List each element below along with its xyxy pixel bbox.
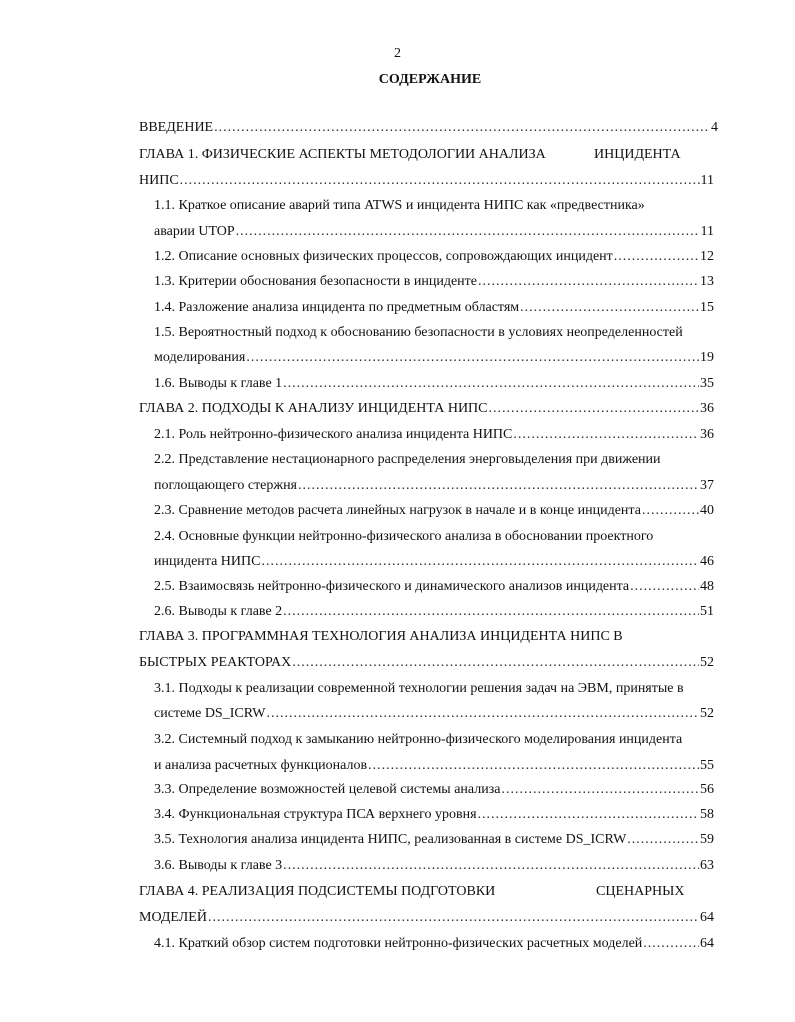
toc-entry-3-4[interactable] <box>154 805 714 825</box>
toc-entry-text: аварии UTOP <box>154 224 235 239</box>
toc-entry-2-4-line1[interactable]: 2.4. Основные функции нейтронно-физического анализа в обосновании проектного <box>154 529 654 544</box>
toc-entry-text: 1.2. Описание основных физических процессов, сопровождающих инцидент <box>154 249 613 264</box>
toc-entry-2-4[interactable] <box>154 552 714 572</box>
dot-leader <box>236 222 700 242</box>
toc-entry-page: 64 <box>700 936 714 951</box>
dot-leader <box>614 247 699 267</box>
dot-leader <box>520 298 699 318</box>
toc-entry-page: 12 <box>700 249 714 264</box>
toc-entry-page: 51 <box>700 604 714 619</box>
dot-leader <box>489 399 700 419</box>
toc-entry-page: 37 <box>700 478 714 493</box>
toc-entry-text: 3.5. Технология анализа инцидента НИПС, реализованная в системе DS_ICRW <box>154 832 627 847</box>
dot-leader <box>180 171 700 191</box>
toc-entry-page: 55 <box>700 758 714 773</box>
page-number: 2 <box>394 46 401 61</box>
toc-entry-3-2-line1[interactable]: 3.2. Системный подход к замыканию нейтронно-физического моделирования инцидента <box>154 732 683 747</box>
toc-entry-chapter3-line1[interactable]: ГЛАВА 3. ПРОГРАММНАЯ ТЕХНОЛОГИЯ АНАЛИЗА ИНЦИДЕНТА НИПС В <box>139 629 623 644</box>
toc-entry-page: 15 <box>700 300 714 315</box>
toc-entry-3-1[interactable] <box>154 704 714 724</box>
dot-leader <box>267 704 699 724</box>
dot-leader <box>283 856 699 876</box>
toc-entry-2-2[interactable] <box>154 476 714 496</box>
dot-leader <box>261 552 699 572</box>
dot-leader <box>246 348 699 368</box>
toc-entry-1-2[interactable] <box>154 247 714 267</box>
toc-entry-text: 4.1. Краткий обзор систем подготовки нейтронно-физических расчетных моделей <box>154 936 643 951</box>
toc-entry-text: ГЛАВА 2. ПОДХОДЫ К АНАЛИЗУ ИНЦИДЕНТА НИПС <box>139 401 488 416</box>
toc-entry-text: инцидента НИПС <box>154 554 261 569</box>
toc-entry-3-5[interactable] <box>154 830 714 850</box>
toc-entry-page: 58 <box>700 807 714 822</box>
toc-entry-page: 11 <box>700 224 714 239</box>
toc-entry-2-5[interactable] <box>154 577 714 597</box>
toc-entry-page: 63 <box>700 858 714 873</box>
toc-entry-page: 56 <box>700 782 714 797</box>
toc-entry-3-2[interactable] <box>154 756 714 776</box>
toc-entry-text: системе DS_ICRW <box>154 706 266 721</box>
dot-leader <box>283 374 699 394</box>
toc-entry-text: 3.3. Определение возможностей целевой системы анализа <box>154 782 501 797</box>
toc-entry-page: 64 <box>700 910 714 925</box>
toc-entry-3-1-line1[interactable]: 3.1. Подходы к реализации современной технологии решения задач на ЭВМ, принятые в <box>154 681 684 696</box>
toc-entry-2-2-line1[interactable]: 2.2. Представление нестационарного распределения энерговыделения при движении <box>154 452 661 467</box>
toc-entry-1-3[interactable] <box>154 272 714 292</box>
toc-entry-text: поглощающего стержня <box>154 478 298 493</box>
toc-entry-text: МОДЕЛЕЙ <box>139 910 207 925</box>
dot-leader <box>283 602 699 622</box>
toc-entry-chapter1-line1-tail[interactable]: ИНЦИДЕНТА <box>594 147 681 162</box>
toc-entry-page: 46 <box>700 554 714 569</box>
dot-leader <box>627 830 699 850</box>
toc-entry-text: 2.5. Взаимосвязь нейтронно-физического и динамического анализов инцидента <box>154 579 630 594</box>
toc-entry-chapter3[interactable] <box>139 653 714 673</box>
toc-entry-page: 59 <box>700 832 714 847</box>
toc-entry-text: 3.4. Функциональная структура ПСА верхнего уровня <box>154 807 477 822</box>
toc-entry-text: 1.4. Разложение анализа инцидента по предметным областям <box>154 300 520 315</box>
dot-leader <box>643 934 699 954</box>
toc-entry-text: и анализа расчетных функционалов <box>154 758 368 773</box>
toc-entry-text: БЫСТРЫХ РЕАКТОРАХ <box>139 655 292 670</box>
toc-entry-page: 4 <box>711 120 718 135</box>
toc-entry-1-6[interactable] <box>154 374 714 394</box>
toc-entry-text: моделирования <box>154 350 246 365</box>
toc-entry-text: НИПС <box>139 173 179 188</box>
toc-entry-2-3[interactable] <box>154 501 714 521</box>
toc-entry-text: 2.1. Роль нейтронно-физического анализа инцидента НИПС <box>154 427 513 442</box>
toc-entry-2-1[interactable] <box>154 425 714 445</box>
toc-entry-chapter2[interactable] <box>139 399 714 419</box>
toc-entry-page: 48 <box>700 579 714 594</box>
dot-leader <box>513 425 699 445</box>
toc-entry-4-1[interactable] <box>154 934 714 954</box>
toc-entry-text: 1.3. Критерии обоснования безопасности в инциденте <box>154 274 477 289</box>
toc-title: СОДЕРЖАНИЕ <box>378 72 482 87</box>
toc-entry-1-4[interactable] <box>154 298 714 318</box>
dot-leader <box>214 118 710 138</box>
toc-entry-2-6[interactable] <box>154 602 714 622</box>
toc-entry-page: 36 <box>700 401 714 416</box>
toc-entry-text: 2.3. Сравнение методов расчета линейных нагрузок в начале и в конце инцидента <box>154 503 641 518</box>
toc-entry-page: 35 <box>700 376 714 391</box>
dot-leader <box>208 908 699 928</box>
toc-entry-page: 52 <box>700 655 714 670</box>
toc-entry-intro[interactable] <box>139 118 718 138</box>
toc-entry-page: 40 <box>700 503 714 518</box>
toc-entry-page: 36 <box>700 427 714 442</box>
dot-leader <box>630 577 699 597</box>
toc-entry-chapter4-line1-tail[interactable]: СЦЕНАРНЫХ <box>596 884 685 899</box>
dot-leader <box>478 805 699 825</box>
dot-leader <box>292 653 699 673</box>
toc-entry-chapter4[interactable] <box>139 908 714 928</box>
dot-leader <box>368 756 699 776</box>
toc-entry-chapter4-line1[interactable]: ГЛАВА 4. РЕАЛИЗАЦИЯ ПОДСИСТЕМЫ ПОДГОТОВКИ <box>139 884 496 899</box>
toc-entry-page: 52 <box>700 706 714 721</box>
dot-leader <box>478 272 699 292</box>
toc-entry-1-5-line1[interactable]: 1.5. Вероятностный подход к обоснованию безопасности в условиях неопределенностей <box>154 325 683 340</box>
toc-entry-1-5[interactable] <box>154 348 714 368</box>
dot-leader <box>501 780 699 800</box>
toc-entry-3-6[interactable] <box>154 856 714 876</box>
dot-leader <box>642 501 699 521</box>
toc-entry-1-1-line1[interactable]: 1.1. Краткое описание аварий типа ATWS и инцидента НИПС как «предвестника» <box>154 198 645 213</box>
toc-entry-1-1[interactable] <box>154 222 714 242</box>
toc-entry-chapter1-line1[interactable]: ГЛАВА 1. ФИЗИЧЕСКИЕ АСПЕКТЫ МЕТОДОЛОГИИ АНАЛИЗА <box>139 147 546 162</box>
toc-entry-text: 2.6. Выводы к главе 2 <box>154 604 283 619</box>
toc-entry-text: 1.6. Выводы к главе 1 <box>154 376 283 391</box>
toc-entry-page: 13 <box>700 274 714 289</box>
toc-entry-chapter1[interactable] <box>139 171 714 191</box>
dot-leader <box>298 476 699 496</box>
toc-entry-page: 11 <box>700 173 714 188</box>
toc-entry-text: ВВЕДЕНИЕ <box>139 120 214 135</box>
toc-entry-page: 19 <box>700 350 714 365</box>
toc-entry-3-3[interactable] <box>154 780 714 800</box>
toc-entry-text: 3.6. Выводы к главе 3 <box>154 858 283 873</box>
